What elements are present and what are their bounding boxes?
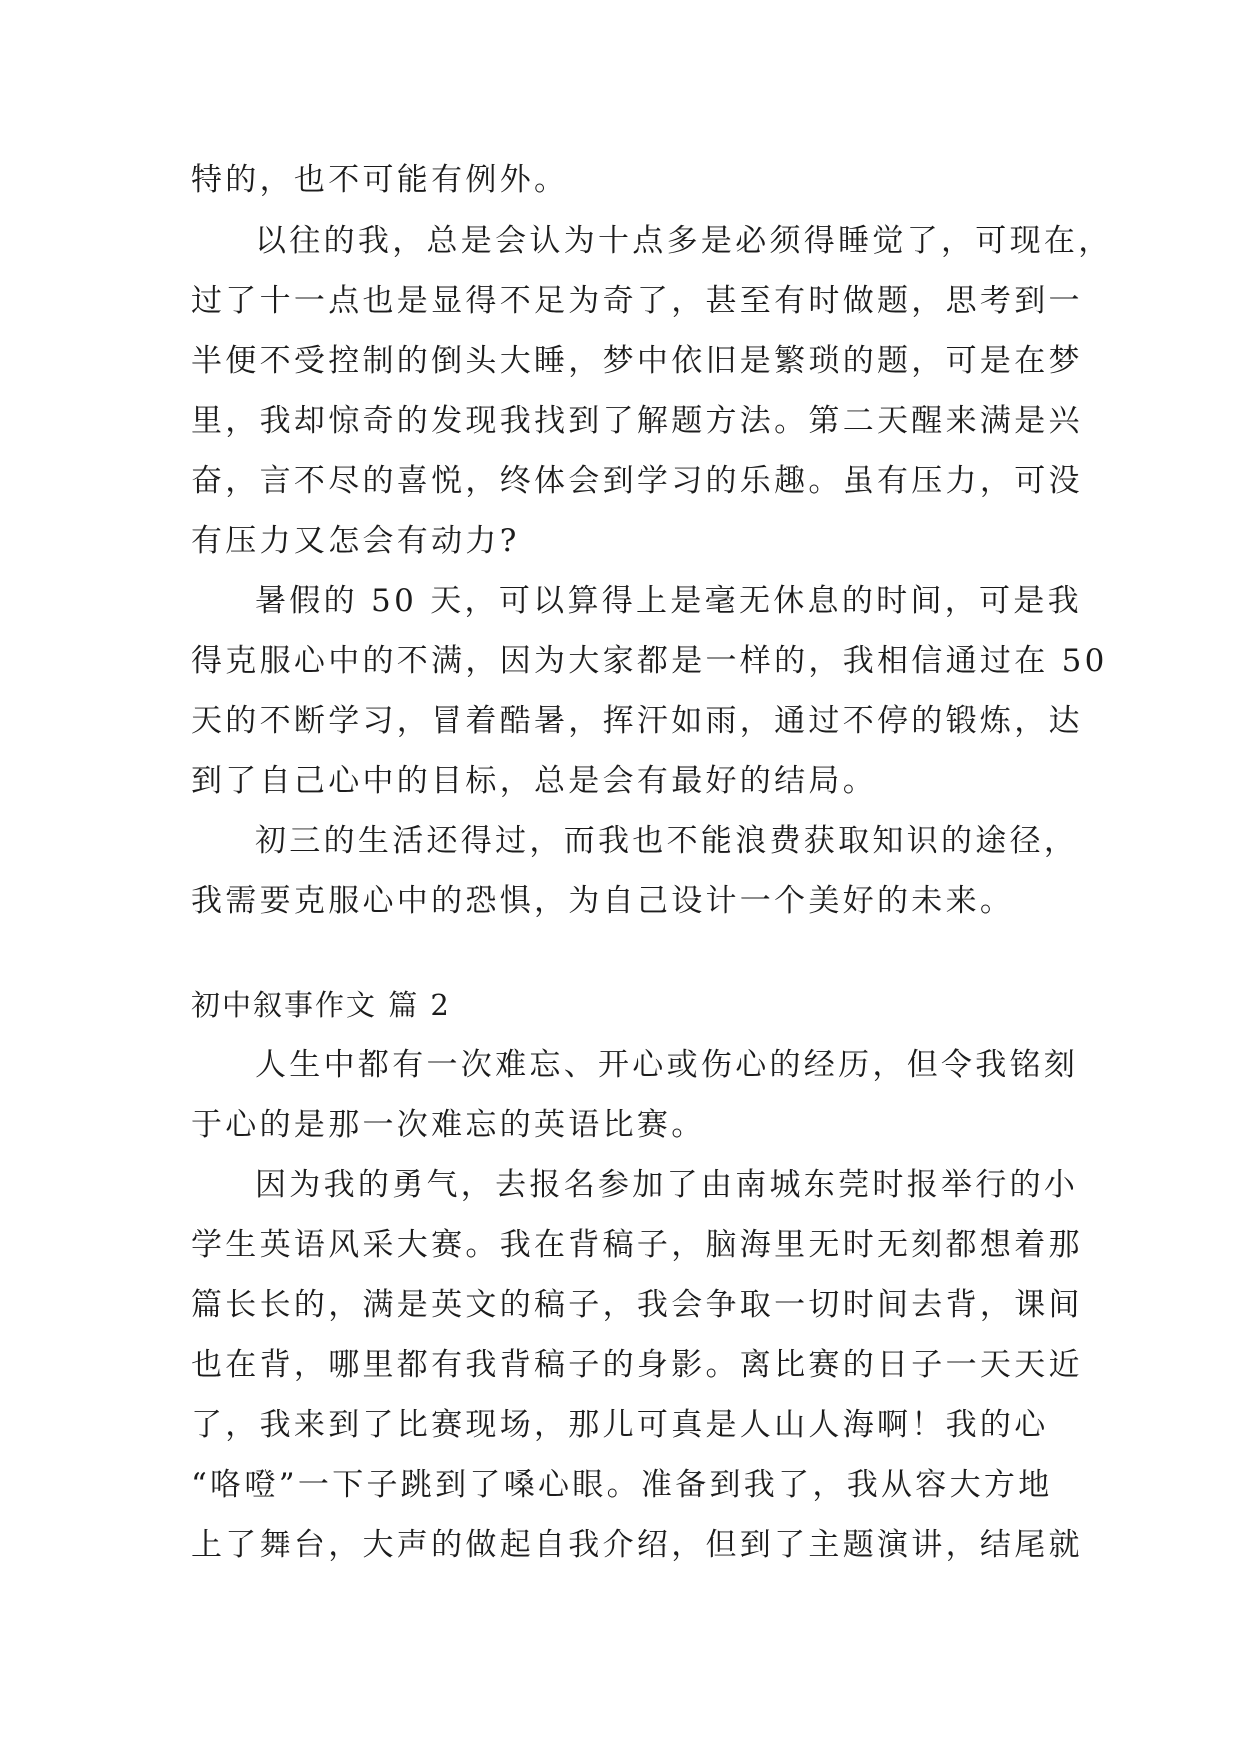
text-line: 上了舞台，大声的做起自我介绍，但到了主题演讲，结尾就 (191, 1527, 1083, 1563)
text-line: 篇长长的，满是英文的稿子，我会争取一切时间去背，课间 (191, 1287, 1083, 1323)
text-line: 到了自己心中的目标，总是会有最好的结局。 (191, 763, 877, 799)
text-line: 得克服心中的不满，因为大家都是一样的，我相信通过在 50 (191, 643, 1108, 679)
text-line: 因为我的勇气，去报名参加了由南城东莞时报举行的小 (255, 1167, 1079, 1203)
text-line: 奋，言不尽的喜悦，终体会到学习的乐趣。虽有压力，可没 (191, 463, 1083, 499)
text-line: 特的，也不可能有例外。 (191, 162, 569, 198)
text-line: 学生英语风采大赛。我在背稿子，脑海里无时无刻都想着那 (191, 1227, 1083, 1263)
text-line: 有压力又怎会有动力? (191, 523, 520, 559)
text-line: 以往的我，总是会认为十点多是必须得睡觉了，可现在， (255, 223, 1113, 259)
section-heading: 初中叙事作文 篇 2 (191, 988, 451, 1022)
text-line: 了，我来到了比赛现场，那儿可真是人山人海啊！我的心 (191, 1407, 1049, 1443)
text-line: 人生中都有一次难忘、开心或伤心的经历，但令我铭刻 (255, 1047, 1079, 1083)
text-line: 里，我却惊奇的发现我找到了解题方法。第二天醒来满是兴 (191, 403, 1083, 439)
text-line: “咯噔”一下子跳到了嗓心眼。准备到我了，我从容大方地 (191, 1467, 1053, 1503)
text-line: 暑假的 50 天，可以算得上是毫无休息的时间，可是我 (255, 583, 1082, 619)
text-line: 于心的是那一次难忘的英语比赛。 (191, 1107, 706, 1143)
text-line: 天的不断学习，冒着酷暑，挥汗如雨，通过不停的锻炼，达 (191, 703, 1083, 739)
text-line: 我需要克服心中的恐惧，为自己设计一个美好的未来。 (191, 883, 1015, 919)
text-line: 初三的生活还得过，而我也不能浪费获取知识的途径， (255, 823, 1079, 859)
text-line: 过了十一点也是显得不足为奇了，甚至有时做题，思考到一 (191, 283, 1083, 319)
text-line: 半便不受控制的倒头大睡，梦中依旧是繁琐的题，可是在梦 (191, 343, 1083, 379)
text-line: 也在背，哪里都有我背稿子的身影。离比赛的日子一天天近 (191, 1347, 1083, 1383)
